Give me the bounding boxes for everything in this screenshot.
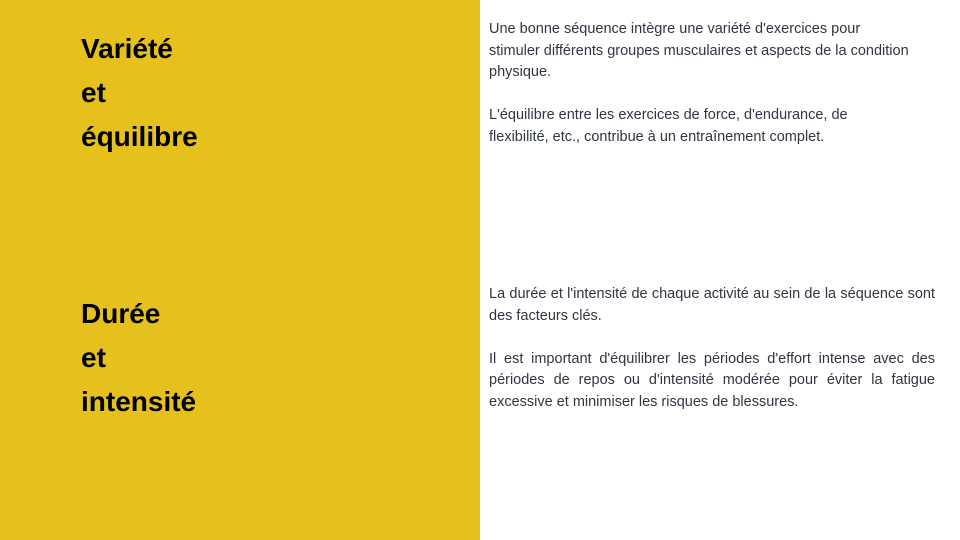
- text-block-variete: [489, 19, 909, 148]
- heading-line: Durée: [81, 298, 161, 329]
- paragraph: Une bonne séquence intègre une variété d'exercices pour stimuler différents groupes musculaires et aspects de la condition physique.: [489, 21, 909, 80]
- heading-line: intensité: [81, 386, 197, 417]
- text-block-duree: [489, 284, 935, 413]
- heading-line: Variété: [81, 33, 173, 64]
- paragraph: Il est important d'équilibrer les périodes d'effort intense avec des périodes de repos ou d'intensité modérée pour éviter la fatigue excessive et minimiser les risques de blessures.: [489, 350, 935, 410]
- heading-variete-equilibre: [81, 27, 198, 159]
- paragraph: La durée et l'intensité de chaque activité au sein de la séquence sont des facteurs clés.: [489, 286, 935, 324]
- heading-duree-intensite: [81, 292, 196, 424]
- heading-line: et: [81, 77, 106, 108]
- heading-line: équilibre: [81, 121, 198, 152]
- paragraph: L'équilibre entre les exercices de force, d'endurance, de flexibilité, etc., contribue à un entraînement complet.: [489, 107, 848, 145]
- heading-line: et: [81, 342, 106, 373]
